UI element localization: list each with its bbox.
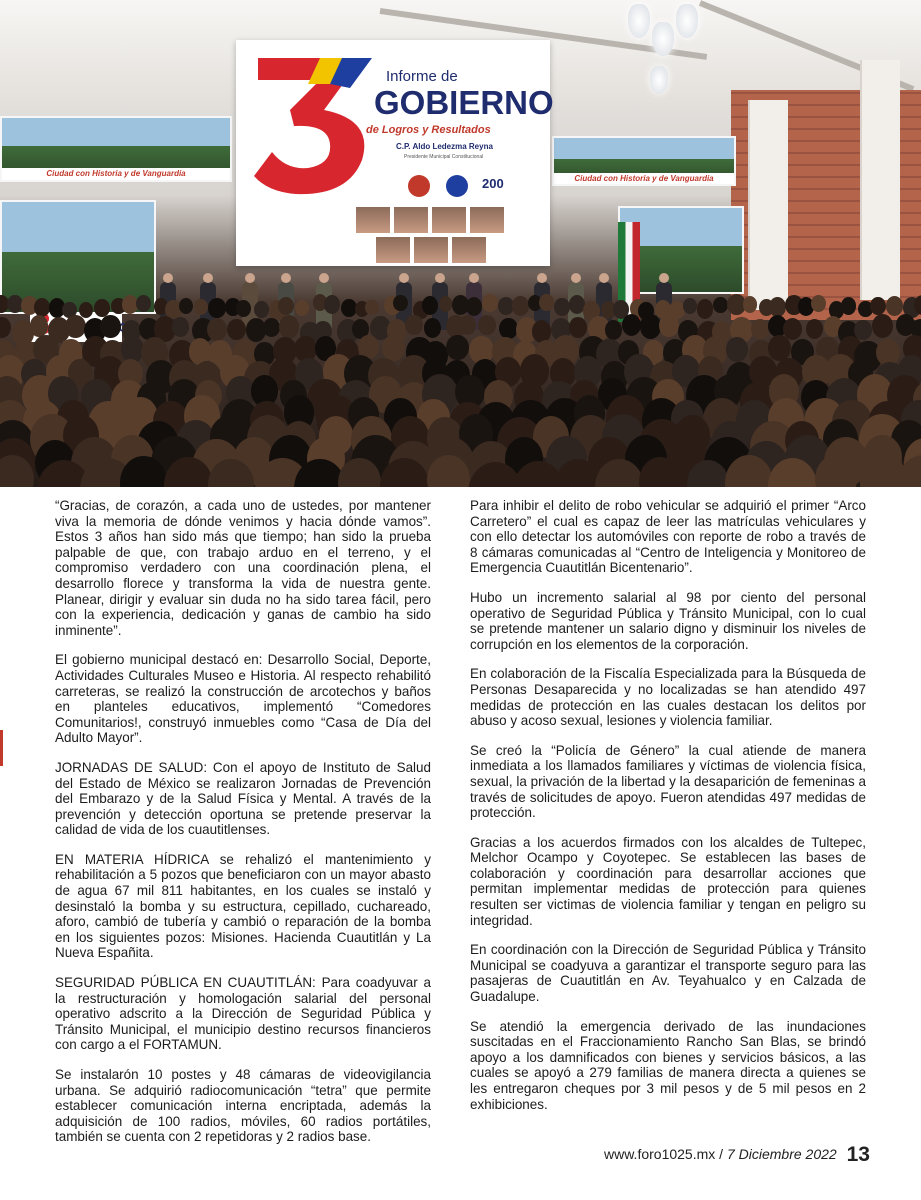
audience-head: [512, 296, 529, 316]
audience-head: [697, 299, 714, 318]
audience-head: [768, 335, 791, 361]
audience-head: [569, 295, 585, 314]
audience-head: [424, 318, 441, 338]
audience-head: [446, 335, 468, 361]
footer-separator: /: [719, 1146, 724, 1162]
right-paragraph: Gracias a los acuerdos firmados con los alcaldes de Tultepec, Melchor Ocampo y Coyotepec. Se establecen las bases de colaboración y coordinación para desarrollar acciones que permitan implementar medidas de protección para quienes resulten ser victimas de violencia familiar y tengan en peligro su integridad.: [470, 834, 866, 928]
footer-date: 7 Diciembre 2022: [726, 1146, 837, 1162]
audience-head: [743, 296, 757, 313]
screen-caption-right: Ciudad con Historia y de Vanguardia: [554, 173, 734, 184]
audience-head: [499, 318, 518, 340]
municipal-seal-icon: [408, 175, 430, 197]
right-paragraph: Para inhibir el delito de robo vehicular se adquirió el primer “Arco Carretero” el cual es capaz de leer las matrículas vehiculares y con ello detectar los automóviles con reporte de robo a través de 8 cámaras comunicadas al “Centro de Inteligencia y Monitoreo de Emergencia Cuautitlán Bicentenario”.: [470, 498, 866, 576]
audience-head: [179, 298, 193, 314]
chandelier: [652, 22, 674, 56]
audience-head: [79, 302, 93, 318]
right-paragraph: Se creó la “Policía de Género” la cual atiende de manera inmediata a los llamados familiares y víctimas de violencia física, sexual, la privación de la libertad y la desaparición de femeninas a través de solicitudes de apoyo. Fueron atendidas 497 medidas de protección.: [470, 742, 866, 821]
audience-head: [713, 297, 728, 314]
audience-head: [422, 296, 438, 314]
audience-head: [870, 297, 886, 316]
right-paragraph: En coordinación con la Dirección de Seguridad Pública y Tránsito Municipal se coadyuva a garantizar el transporte seguro para las pasajeras de Cuautitlán en Av. Teyahualco y en Calzada de Guadalupe.: [470, 942, 866, 1005]
banner-official-role: Presidente Municipal Constitucional: [404, 154, 484, 160]
audience-head: [0, 317, 11, 338]
audience-head: [478, 315, 496, 335]
banner-official-name: C.P. Aldo Ledezma Reyna: [396, 142, 493, 151]
audience-head: [554, 298, 570, 316]
audience-head: [726, 337, 747, 361]
audience-head: [365, 300, 379, 316]
left-paragraph: JORNADAS DE SALUD: Con el apoyo de Instituto de Salud del Estado de México se realizaron Jornadas de Prevención del Embarazo y de la Salud Física y Mental. A través de la prevención y detección oportuna se pretende preservar la calidad de vida de los cuautitlenses.: [55, 759, 431, 838]
audience-head: [806, 319, 823, 339]
audience-head: [811, 295, 826, 312]
audience-head: [279, 315, 300, 339]
page-number: 13: [846, 1143, 870, 1166]
audience-head: [405, 315, 422, 335]
article-left-column: [55, 498, 431, 1159]
left-paragraph: Se instalarón 10 postes y 48 cámaras de videovigilancia urbana. Se adquirió radiocomunicación “tetra” que permite establecer comunicación interna encriptada, además la adquisición de 100 radios, móviles, 60 radios portátiles, también se cuenta con 2 repetidoras y 2 radios base.: [55, 1067, 431, 1145]
left-paragraph: El gobierno municipal destacó en: Desarrollo Social, Deporte, Actividades Culturales Museo e Historia. Al respecto rehabilitó carreteras, se realizó la construcción de arcotechos y baños en planteles educativos, implementó “Comedores Comunitarios!, construyó inmuebles como “Casa de Día del Adulto Mayor”.: [55, 652, 431, 746]
footer-website-link[interactable]: www.foro1025.mx: [604, 1146, 716, 1162]
chandelier: [676, 4, 698, 38]
audience-head: [640, 314, 661, 339]
audience-head: [172, 317, 189, 337]
audience-head: [236, 300, 251, 317]
audience-head: [459, 315, 476, 335]
anniversary-logo: 200: [482, 176, 504, 191]
audience-head: [841, 297, 857, 315]
audience-head: [382, 335, 405, 361]
report-banner: [236, 40, 554, 266]
audience-crowd: [0, 300, 921, 487]
banner-subtitle: de Logros y Resultados: [366, 124, 491, 136]
edge-marker: [0, 730, 3, 766]
audience-head: [65, 315, 85, 338]
page-footer: [604, 1143, 870, 1167]
right-paragraph: Hubo un incremento salarial al 98 por ciento del personal operativo de Seguridad Pública y Tránsito Municipal, con lo cual se pretende mantener un salario digno y disminuir los niveles de corrupción en los elementos de la corporación.: [470, 589, 866, 652]
banner-kicker: Informe de: [386, 68, 458, 85]
audience-head: [393, 295, 407, 312]
audience-head: [539, 294, 553, 311]
audience-head: [605, 320, 623, 340]
audience-head: [263, 318, 280, 338]
banner-photo-strip: [354, 205, 534, 263]
left-paragraph: EN MATERIA HÍDRICA se rehalizó el mantenimiento y rehabilitación a 5 pozos que beneficiaron con un mayor abasto de agua 67 mil 811 habitantes, en los cuales se instaló y desinstaló la bomba y su estructura, cepillado, cuchareado, aforo, cambió de tubería y cambió o reparación de la bomba en los siguientes pozos: Misiones. Hacienda Cuautitlán y La Nueva Españita.: [55, 851, 431, 961]
chandelier: [650, 66, 668, 94]
audience-head: [886, 296, 903, 316]
event-photo: [0, 0, 921, 487]
audience-head: [659, 314, 679, 337]
audience-head: [207, 318, 227, 341]
pillar: [860, 60, 900, 300]
audience-head: [100, 315, 121, 339]
audience-head: [439, 296, 453, 312]
audience-head: [227, 319, 245, 340]
left-paragraph: “Gracias, de corazón, a cada uno de ustedes, por mantener viva la memoria de dónde venimos y hacia dónde vamos”. Estos 3 años han sido más que tiempo; han sido la prueba palpable de que, con trabajo arduo en el terreno, y el compromiso verdadero con una coordinación plena, el desarrollo florece y transforma la vida de nuestra gente. Planear, dirigir y evaluar sin duda no ha sido tarea fácil, pero con la experiencia, dedicación y ganas de cambio ha sido inminente”.: [55, 498, 431, 638]
audience-head: [30, 315, 49, 336]
pillar: [748, 100, 788, 310]
audience-head: [683, 298, 697, 314]
audience-head: [278, 297, 294, 316]
audience-head: [769, 297, 787, 317]
screen-caption-left: Ciudad con Historia y de Vanguardia: [2, 168, 230, 180]
number-three-logo: [250, 48, 378, 198]
left-paragraph: SEGURIDAD PÚBLICA EN CUAUTITLÁN: Para coadyuvar a la restructuración y homologación salarial del personal operativo adscrito a la Dirección de Seguridad Pública y Tránsito Municipal, el municipio destino recursos financieros con cargo a el FORTAMUN.: [55, 975, 431, 1053]
audience-head: [466, 297, 483, 316]
municipal-emblem-icon: [446, 175, 468, 197]
article-right-column: [470, 498, 866, 1126]
chandelier: [628, 4, 650, 38]
audience-head: [872, 314, 893, 338]
audience-head: [324, 295, 340, 314]
video-screen-left-top: [0, 116, 232, 182]
audience-head: [482, 294, 498, 312]
audience-head: [622, 314, 641, 336]
audience-head: [295, 300, 310, 317]
audience-head: [254, 301, 269, 318]
audience-head: [194, 299, 208, 315]
audience-head: [208, 298, 226, 319]
audience-head: [751, 319, 769, 340]
banner-title: GOBIERNO: [374, 84, 554, 121]
video-screen-right-top: [552, 136, 736, 186]
audience-head: [136, 295, 151, 313]
right-paragraph: En colaboración de la Fiscalía Especializada para la Búsqueda de Personas Desaparecida y no localizadas se han atendido 497 medidas de protección en las cuales destacan los delitos por abuso y acoso sexual, lesiones y violencia familiar.: [470, 666, 866, 729]
audience-head: [569, 317, 587, 337]
right-paragraph: Se atendió la emergencia derivado de las inundaciones suscitadas en el Fraccionamiento Rancho San Blas, se brindó apoyo a los damnificados con bienes y servicios básicos, a las cuales se apoyó a 279 familias de manera directa a quienes se les entregaron cheques por 3 mil pesos y de 5 mil pesos en 2 exhibiciones.: [470, 1018, 866, 1112]
